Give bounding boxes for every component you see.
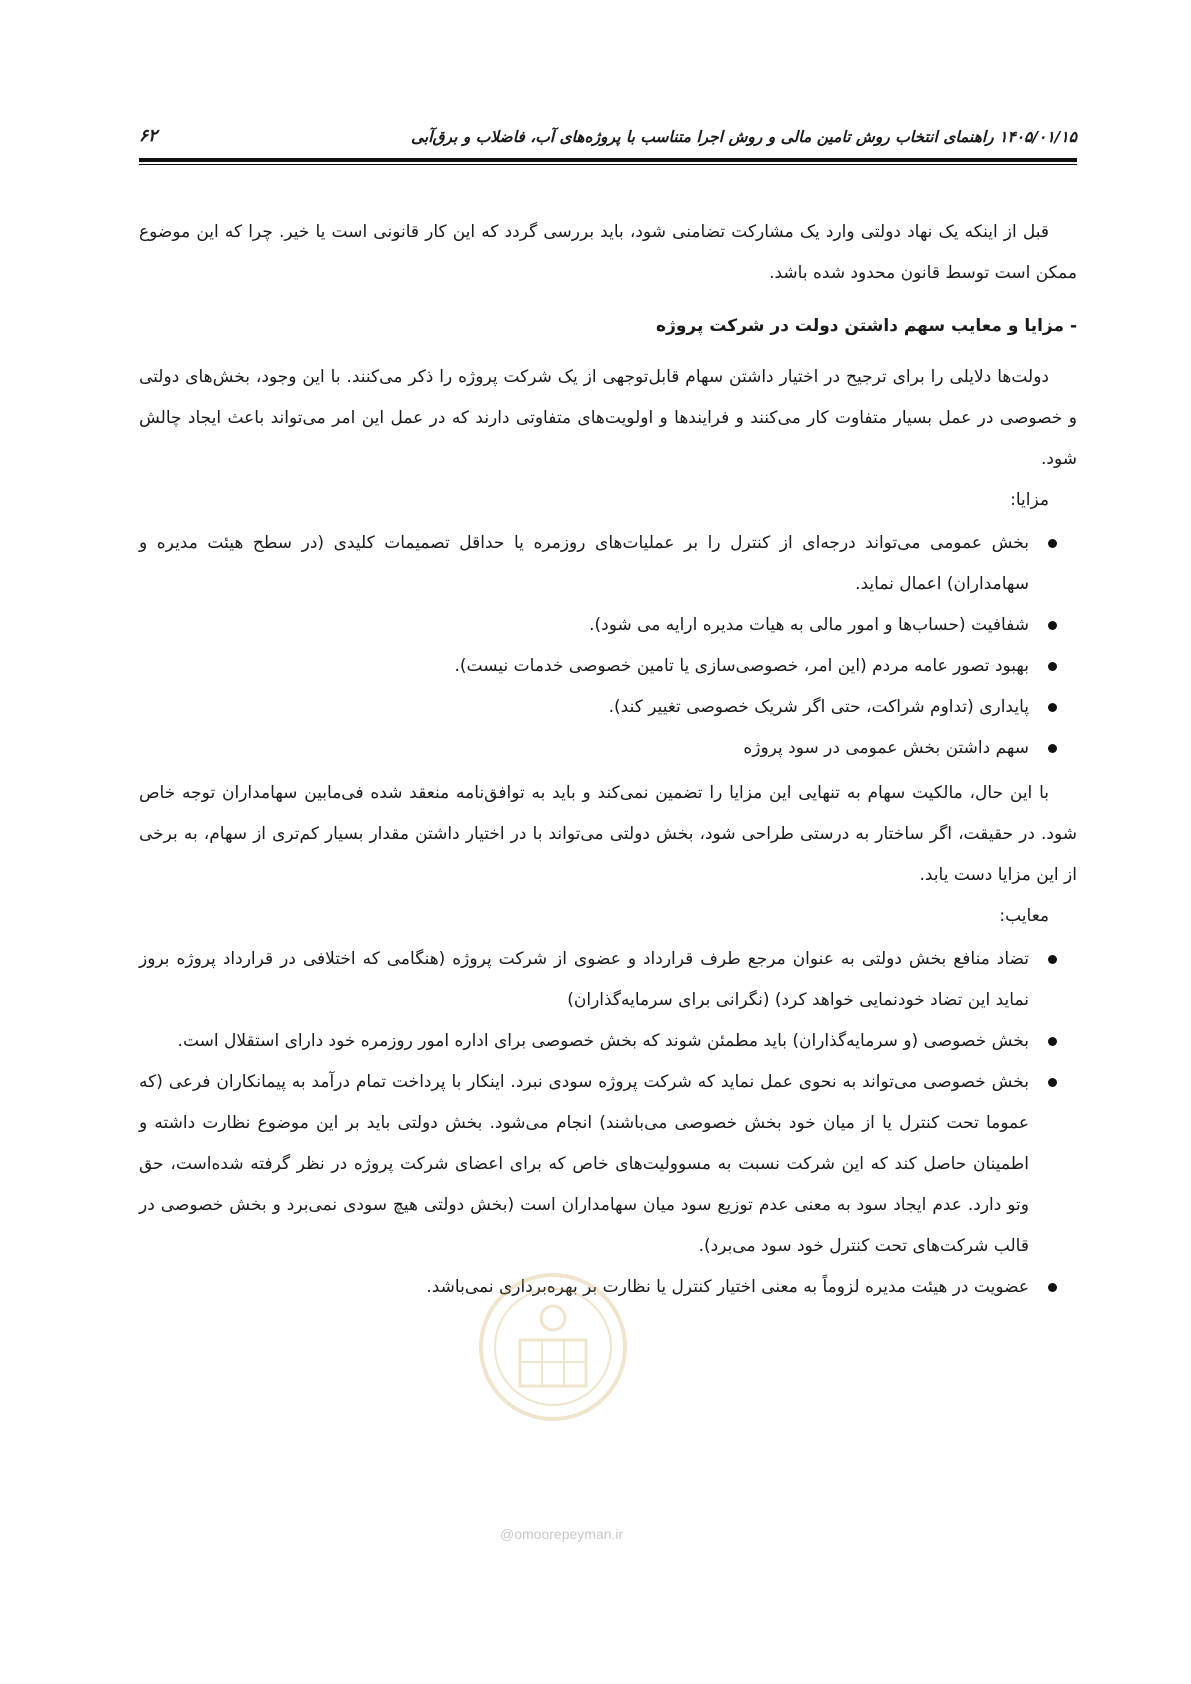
body-text [139,212,1077,1312]
watermark-text: omoorepeyman.ir [514,1526,624,1542]
list-item: عضویت در هیئت مدیره لزوماً به معنی اختیار کنترل یا نظارت بر بهره‌برداری نمی‌باشد. [139,1267,1029,1308]
list-item: شفافیت (حساب‌ها و امور مالی به هیات مدیره ارایه می شود). [139,605,1029,646]
list-item: بهبود تصور عامه مردم (این امر، خصوصی‌سازی یا تامین خصوصی خدمات نیست). [139,646,1029,687]
paragraph-1: دولت‌ها دلایلی را برای ترجیح در اختیار داشتن سهام قابل‌توجهی از یک شرکت پروژه را ذکر می‌کنند. با این وجود، بخش‌های دولتی و خصوصی در عمل بسیار متفاوت کار می‌کنند و فرایندها و اولویت‌های متفاوتی دارند که در عمل این امر می‌تواند باعث ایجاد چالش شود. [139,367,1077,469]
page-number: ۶۲ [139,126,158,146]
disadvantages-list [139,939,1077,1308]
seal-watermark-icon [458,1262,648,1432]
header-rule-thick [139,158,1077,162]
list-item: بخش عمومی می‌تواند درجه‌ای از کنترل را بر عملیات‌های روزمره یا حداقل تصمیمات کلیدی (در سطح هیئت مدیره و سهامداران) اعمال نماید. [139,523,1029,605]
advantages-label: مزایا: [1010,490,1049,510]
section-heading: - مزایا و معایب سهم داشتن دولت در شرکت پروژه [656,316,1077,336]
list-item: پایداری (تداوم شراکت، حتی اگر شریک خصوصی تغییر کند). [139,687,1029,728]
at-icon: @ [500,1526,515,1542]
list-item: سهم داشتن بخش عمومی در سود پروژه [139,728,1029,769]
header-title: ۱۴۰۵/۰۱/۱۵ راهنمای انتخاب روش تامین مالی و روش اجرا متناسب با پروژه‌های آب، فاضلاب و برق‌آبی [410,128,1077,146]
advantages-list [139,523,1077,769]
intro-paragraph: قبل از اینکه یک نهاد دولتی وارد یک مشارکت تضامنی شود، باید بررسی گردد که این کار قانونی است یا خیر. چرا که این موضوع ممکن است توسط قانون محدود شده باشد. [139,222,1077,283]
list-item: تضاد منافع بخش دولتی به عنوان مرجع طرف قرارداد و عضوی از شرکت پروژه (هنگامی که اختلافی در قرارداد پروژه بروز نماید این تضاد خودنمایی خواهد کرد) (نگرانی برای سرمایه‌گذاران) [139,939,1029,1021]
paragraph-2: با این حال، مالکیت سهام به تنهایی این مزایا را تضمین نمی‌کند و باید به توافق‌نامه منعقد شده فی‌مابین سهامداران توجه خاص شود. در حقیقت، اگر ساختار به درستی طراحی شود، بخش دولتی می‌تواند با در اختیار داشتن مقدار بسیار کم‌تری از سهام، به برخی از این مزایا دست یابد. [139,783,1077,885]
watermark-url [500,1526,623,1542]
list-item: بخش خصوصی می‌تواند به نحوی عمل نماید که شرکت پروژه سودی نبرد. اینکار با پرداخت تمام درآمد به پیمانکاران فرعی (که عموما تحت کنترل یا از میان خود بخش خصوصی می‌باشند) انجام می‌شود. بخش دولتی باید بر این موضوع نظارت داشته و اطمینان حاصل کند که این شرکت نسبت به مسوولیت‌های خاص که برای اعضای شرکت پروژه در نظر گرفته شده‌است، حق وتو دارد. عدم ایجاد سود به معنی عدم توزیع سود میان سهامداران است (بخش دولتی هیچ سودی نمی‌برد و بخش خصوصی در قالب شرکت‌های تحت کنترل خود سود می‌برد). [139,1062,1029,1267]
header-rule-thin [139,164,1077,165]
disadvantages-label: معایب: [999,906,1049,926]
page-header [139,118,1077,152]
list-item: بخش خصوصی (و سرمایه‌گذاران) باید مطمئن شوند که بخش خصوصی برای اداره امور روزمره خود دارای استقلال است. [139,1021,1029,1062]
